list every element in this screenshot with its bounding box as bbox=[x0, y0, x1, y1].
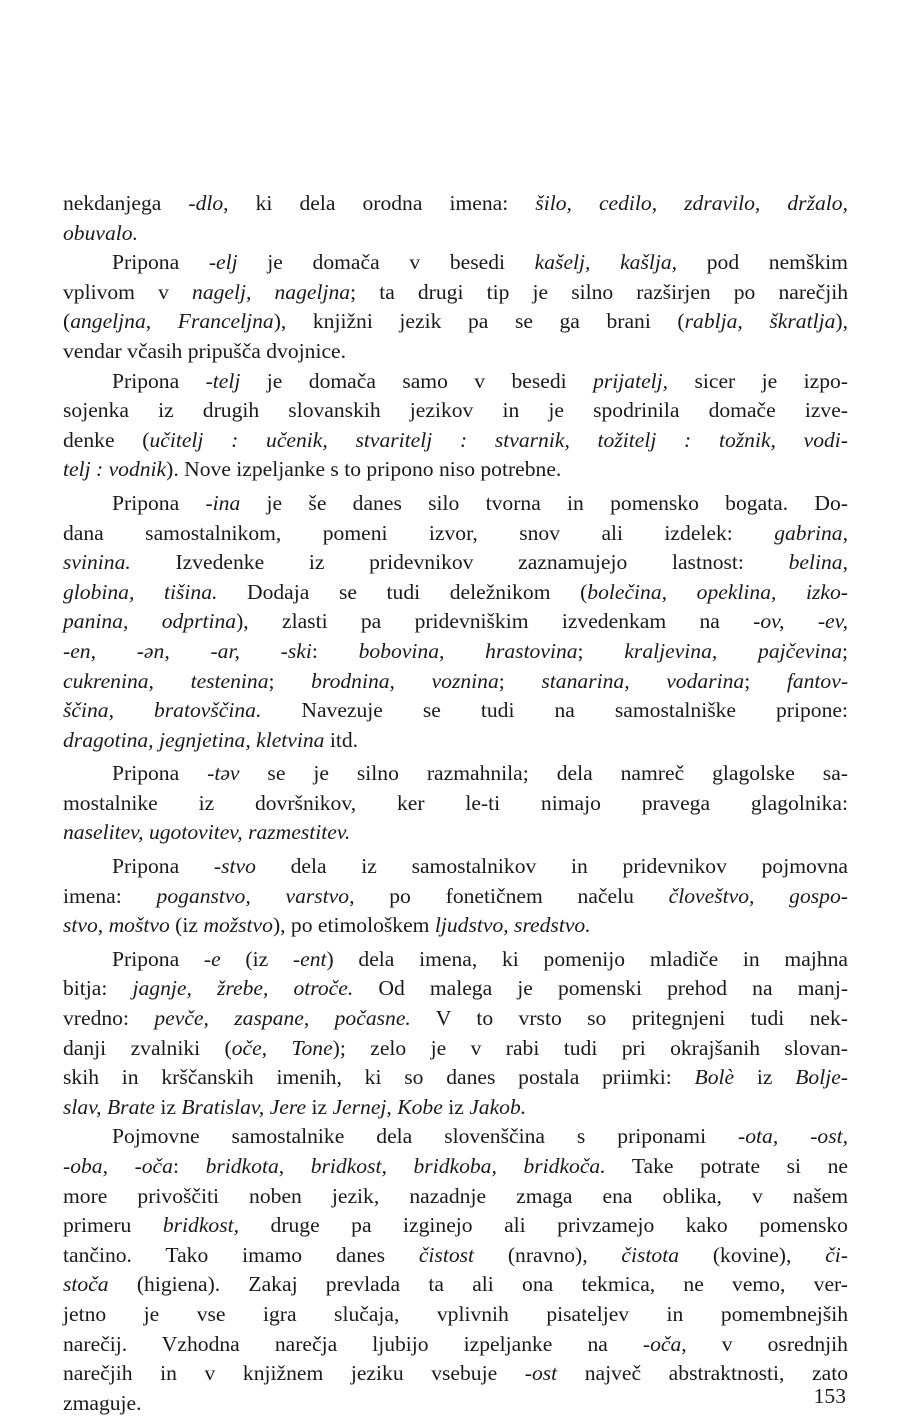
text-run: ; bbox=[498, 668, 542, 693]
text-line bbox=[63, 1270, 848, 1300]
text-run: je še danes silo tvorna in pomensko bogata. Do- bbox=[240, 490, 849, 515]
text-run: jetno je vse igra slučaja, vplivnih pisateljev in pomembnejših bbox=[63, 1301, 848, 1326]
text-run: : bbox=[311, 638, 359, 663]
italic-term: -stvo bbox=[213, 854, 256, 879]
text-run: (iz bbox=[220, 946, 293, 971]
text-run: ; bbox=[744, 668, 787, 693]
text-run: Pripona bbox=[112, 854, 214, 879]
paragraph bbox=[63, 367, 848, 485]
text-run: ), knjižni jezik pa se ga brani ( bbox=[273, 309, 685, 334]
italic-term: učitelj : učenik, stvaritelj : stvarnik, tožitelj : tožnik, vodi- bbox=[149, 427, 848, 452]
text-run: sicer je izpo- bbox=[668, 368, 848, 393]
text-line bbox=[63, 337, 848, 367]
italic-term: bolečina, opeklina, izko- bbox=[587, 579, 848, 604]
text-run: iz bbox=[442, 1094, 470, 1119]
text-line bbox=[63, 945, 848, 975]
text-run: Pripona bbox=[112, 946, 204, 971]
text-run: se je silno razmahnila; dela namreč glagolske sa- bbox=[239, 761, 848, 786]
text-run: ), po etimološkem bbox=[272, 913, 435, 938]
italic-term: možstvo bbox=[203, 913, 273, 938]
text-run: ( bbox=[63, 309, 71, 334]
text-run: , ki dela orodna imena: bbox=[223, 191, 536, 215]
text-run: ) dela imena, ki pomenijo mladiče in majhna bbox=[326, 946, 848, 971]
text-run: iz bbox=[306, 1094, 333, 1119]
page-number: 153 bbox=[813, 1384, 846, 1408]
paragraph bbox=[63, 852, 848, 941]
text-run: (iz bbox=[169, 913, 204, 938]
text-run: je domača v besedi bbox=[237, 250, 535, 275]
italic-term: Jernej, Kobe bbox=[332, 1094, 443, 1119]
italic-term: Bratislav, Jere bbox=[181, 1094, 307, 1119]
text-run: ; ta drugi tip je silno razširjen po narečjih bbox=[350, 279, 848, 304]
italic-term: stanarina, vodarina bbox=[541, 668, 745, 693]
text-run: iz bbox=[154, 1094, 182, 1119]
text-line bbox=[63, 911, 848, 941]
text-run: (higiena). Zakaj prevlada ta ali ona tekmica, ne vemo, ver- bbox=[108, 1272, 848, 1297]
text-line bbox=[63, 1034, 848, 1064]
italic-term: -oba, -oča bbox=[63, 1154, 173, 1178]
italic-term: šilo, cedilo, zdravilo, držalo, bbox=[535, 191, 848, 215]
text-run: po fonetičnem načelu bbox=[354, 883, 669, 908]
text-run: primeru bbox=[63, 1213, 163, 1238]
text-run: ), bbox=[835, 309, 848, 334]
text-run: iz bbox=[734, 1065, 796, 1090]
italic-term: čistost bbox=[418, 1242, 475, 1267]
text-run: pod nemškim bbox=[677, 250, 848, 275]
italic-term: -ent bbox=[292, 946, 327, 971]
text-line bbox=[63, 1300, 848, 1330]
italic-term: bridkota, bridkost, bridkoba, bridkoča. bbox=[205, 1154, 606, 1178]
italic-term: -ov, -ev, bbox=[753, 609, 849, 634]
text-line bbox=[63, 607, 848, 637]
page-body bbox=[63, 189, 848, 1418]
text-line bbox=[63, 726, 848, 756]
italic-term: -ost bbox=[524, 1361, 558, 1386]
text-run: Take potrate si ne bbox=[605, 1154, 849, 1178]
italic-term: -en, -ən, -ar, -ski bbox=[63, 638, 312, 663]
text-line bbox=[63, 1389, 848, 1419]
italic-term: -ina bbox=[205, 490, 241, 515]
text-run: ). Nove izpeljanke s to pripono niso potrebne. bbox=[166, 457, 562, 482]
text-run: Dodaja se tudi deležnikom ( bbox=[217, 579, 588, 604]
text-run: mostalnike iz dovršnikov, ker le-ti nimajo pravega glagolnika: bbox=[63, 790, 848, 815]
italic-term: stoča bbox=[63, 1272, 109, 1297]
text-line bbox=[63, 548, 848, 578]
text-line bbox=[63, 278, 848, 308]
italic-term: čistota bbox=[621, 1242, 680, 1267]
text-run: ), zlasti pa pridevniškim izvedenkam na bbox=[236, 609, 754, 634]
italic-term: svinina. bbox=[63, 550, 131, 575]
text-run: Od malega je pomenski prehod na manj- bbox=[353, 976, 849, 1001]
italic-term: panina, odprtina bbox=[63, 609, 237, 634]
text-run: Pripona bbox=[112, 761, 208, 786]
text-line bbox=[63, 1122, 848, 1152]
italic-term: jagnje, žrebe, otroče. bbox=[132, 976, 354, 1001]
italic-term: človeštvo, gospo- bbox=[668, 883, 848, 908]
text-run: ; bbox=[577, 638, 625, 663]
paragraph bbox=[63, 945, 848, 1123]
text-run: (kovine), bbox=[679, 1242, 826, 1267]
italic-term: dragotina, jegnjetina, kletvina bbox=[63, 727, 325, 752]
text-run: V to vrsto so pritegnjeni tudi nek- bbox=[410, 1006, 848, 1031]
text-line bbox=[63, 667, 848, 697]
italic-term: globina, tišina. bbox=[63, 579, 218, 604]
text-run: danji zvalniki ( bbox=[63, 1035, 232, 1060]
italic-term: -e bbox=[203, 946, 221, 971]
text-run: ; bbox=[268, 668, 312, 693]
text-line bbox=[63, 455, 848, 485]
italic-term: -dlo bbox=[188, 191, 224, 215]
italic-term: rablja, škratlja bbox=[684, 309, 836, 334]
italic-term: kašelj, kašlja, bbox=[534, 250, 678, 275]
text-run: Navezuje se tudi na samostalniške pripone: bbox=[261, 698, 848, 723]
italic-term: -oča, bbox=[642, 1331, 687, 1356]
italic-term: gabrina, bbox=[774, 520, 848, 545]
text-line bbox=[63, 1093, 848, 1123]
italic-term: -təv bbox=[207, 761, 240, 786]
text-run: skih in krščanskih imenih, ki so danes postala priimki: bbox=[63, 1065, 695, 1090]
italic-term: naselitev, ugotovitev, razmestitev. bbox=[63, 820, 351, 845]
italic-term: obuvalo. bbox=[63, 220, 138, 245]
text-run: bitja: bbox=[63, 976, 133, 1001]
text-line bbox=[63, 882, 848, 912]
italic-term: Bolè bbox=[694, 1065, 735, 1090]
text-line bbox=[63, 1241, 848, 1271]
italic-term: pevče, zaspane, počasne. bbox=[154, 1006, 411, 1031]
italic-term: cukrenina, testenina bbox=[63, 668, 269, 693]
paragraph bbox=[63, 1122, 848, 1418]
text-line bbox=[63, 367, 848, 397]
text-run: tančino. Tako imamo danes bbox=[63, 1242, 419, 1267]
text-line bbox=[63, 852, 848, 882]
text-line bbox=[63, 1182, 848, 1212]
italic-term: Jakob. bbox=[469, 1094, 527, 1119]
text-run: itd. bbox=[324, 727, 359, 752]
text-run: dela iz samostalnikov in pridevnikov pojmovna bbox=[255, 854, 848, 879]
text-run: (nravno), bbox=[474, 1242, 622, 1267]
text-line bbox=[63, 1211, 848, 1241]
italic-term: bridkost, bbox=[162, 1213, 240, 1238]
italic-term: -ota, -ost, bbox=[738, 1124, 848, 1149]
text-run: narečjih in v knjižnem jeziku vsebuje bbox=[63, 1361, 525, 1386]
text-run: nekdanjega bbox=[63, 191, 189, 215]
text-run: vendar včasih pripušča dvojnice. bbox=[63, 338, 347, 363]
text-line bbox=[63, 219, 848, 249]
text-line bbox=[63, 189, 848, 219]
text-run: druge pa izginejo ali privzamejo kako pomensko bbox=[239, 1213, 848, 1238]
text-line bbox=[63, 396, 848, 426]
text-run: v osrednjih bbox=[686, 1331, 848, 1356]
text-run: je domača samo v besedi bbox=[240, 368, 594, 393]
italic-term: či- bbox=[825, 1242, 848, 1267]
text-run: zmaguje. bbox=[63, 1390, 142, 1415]
italic-term: Bolje- bbox=[795, 1065, 848, 1090]
text-run: vplivom v bbox=[63, 279, 193, 304]
text-line bbox=[63, 637, 848, 667]
italic-term: stvo, moštvo bbox=[63, 913, 170, 938]
paragraph bbox=[63, 489, 848, 755]
italic-term: oče, Tone bbox=[231, 1035, 333, 1060]
text-line bbox=[63, 1063, 848, 1093]
text-run: Pripona bbox=[112, 250, 209, 275]
text-line bbox=[63, 307, 848, 337]
italic-term: slav, Brate bbox=[63, 1094, 155, 1119]
text-line bbox=[63, 789, 848, 819]
italic-term: angeljna, Franceljna bbox=[70, 309, 274, 334]
paragraph bbox=[63, 189, 848, 248]
text-run: dana samostalnikom, pomeni izvor, snov ali izdelek: bbox=[63, 520, 775, 545]
italic-term: belina, bbox=[788, 550, 848, 575]
text-line bbox=[63, 974, 848, 1004]
text-line bbox=[63, 759, 848, 789]
italic-term: -telj bbox=[205, 368, 241, 393]
italic-term: brodnina, voznina bbox=[311, 668, 499, 693]
italic-term: bobovina, hrastovina bbox=[358, 638, 578, 663]
text-line bbox=[63, 519, 848, 549]
italic-term: poganstvo, varstvo, bbox=[156, 883, 355, 908]
text-line bbox=[63, 578, 848, 608]
text-line bbox=[63, 248, 848, 278]
italic-term: ljudstvo, sredstvo. bbox=[434, 913, 591, 938]
text-line bbox=[63, 1152, 848, 1182]
text-line bbox=[63, 1330, 848, 1360]
text-run: : bbox=[172, 1154, 206, 1178]
italic-term: telj : vodnik bbox=[63, 457, 167, 482]
paragraph bbox=[63, 248, 848, 366]
italic-term: kraljevina, pajčevina bbox=[624, 638, 842, 663]
text-run: Pripona bbox=[112, 368, 206, 393]
italic-term: ščina, bratovščina. bbox=[63, 698, 262, 723]
text-line bbox=[63, 489, 848, 519]
text-line bbox=[63, 1359, 848, 1389]
text-run: ; bbox=[842, 638, 848, 663]
text-run: denke ( bbox=[63, 427, 150, 452]
text-run: Izvedenke iz pridevnikov zaznamujejo lastnost: bbox=[130, 550, 789, 575]
text-run: največ abstraktnosti, zato bbox=[557, 1361, 848, 1386]
text-line bbox=[63, 818, 848, 848]
text-run: imena: bbox=[63, 883, 157, 908]
text-run: ); zelo je v rabi tudi pri okrajšanih slovan- bbox=[332, 1035, 848, 1060]
text-run: narečij. Vzhodna narečja ljubijo izpeljanke na bbox=[63, 1331, 643, 1356]
text-run: vredno: bbox=[63, 1006, 155, 1031]
italic-term: prijatelj, bbox=[593, 368, 669, 393]
text-run: Pojmovne samostalnike dela slovenščina s priponami bbox=[112, 1124, 739, 1149]
text-run: sojenka iz drugih slovanskih jezikov in je spodrinila domače izve- bbox=[63, 398, 848, 423]
italic-term: fantov- bbox=[786, 668, 849, 693]
text-run: Pripona bbox=[112, 490, 206, 515]
text-run: more privoščiti noben jezik, nazadnje zmaga ena oblika, v našem bbox=[63, 1183, 848, 1208]
italic-term: -elj bbox=[208, 250, 238, 275]
paragraph bbox=[63, 759, 848, 848]
text-line bbox=[63, 426, 848, 456]
text-line bbox=[63, 696, 848, 726]
text-line bbox=[63, 1004, 848, 1034]
italic-term: nagelj, nageljna bbox=[192, 279, 351, 304]
